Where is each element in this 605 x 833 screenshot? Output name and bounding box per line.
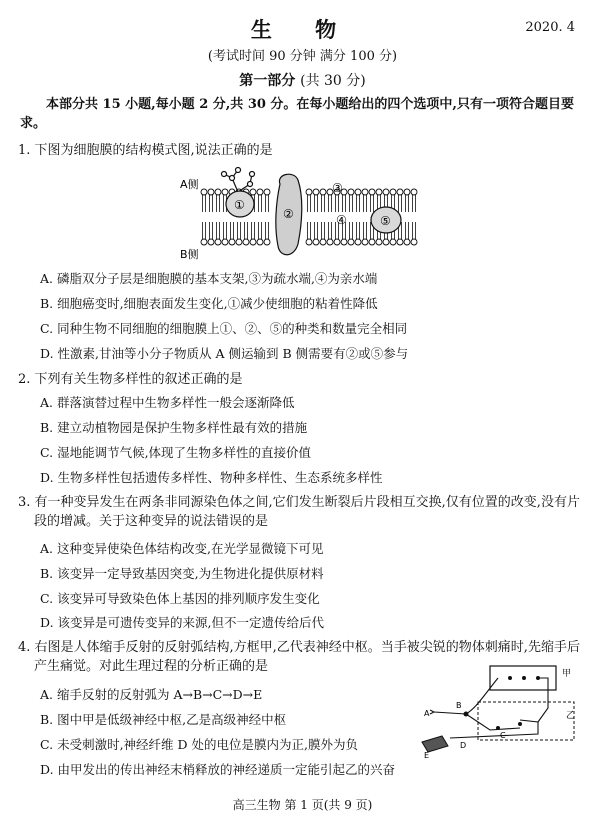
question-text	[18, 141, 590, 160]
option-3a[interactable]: A. 这种变异使染色体结构改变,在光学显微镜下可见	[40, 541, 324, 556]
section-count: (共 30 分)	[300, 73, 366, 89]
question-text	[18, 370, 590, 389]
label-2: ②	[283, 207, 294, 221]
label-1: ①	[234, 198, 245, 212]
label-d: D	[460, 741, 467, 750]
label-5: ⑤	[380, 214, 391, 228]
reflex-arc-figure	[420, 662, 582, 758]
option-3b[interactable]: B. 该变异一定导致基因突变,为生物进化提供原材料	[40, 566, 324, 581]
section-instructions: 本部分共 15 小题,每小题 2 分,共 30 分。在每小题给出的四个选项中,只有一项符合题目要求。	[20, 97, 574, 131]
glycoprotein-chain	[222, 168, 255, 193]
option-2a[interactable]: A. 群落演替过程中生物多样性一般会逐渐降低	[40, 395, 295, 410]
label-e: E	[424, 751, 430, 758]
label-b: B	[456, 701, 462, 710]
option-2c[interactable]: C. 湿地能调节气候,体现了生物多样性的直接价值	[40, 445, 312, 460]
page-footer: 高三生物 第 1 页(共 9 页)	[232, 798, 373, 812]
exam-subtitle: (考试时间 90 分钟 满分 100 分)	[207, 49, 398, 64]
option-1d[interactable]: D. 性激素,甘油等小分子物质从 A 侧运输到 B 侧需要有②或⑤参与	[40, 346, 409, 361]
label-4: ④	[336, 213, 347, 227]
question-stem: 下列有关生物多样性的叙述正确的是	[34, 372, 243, 387]
option-4c[interactable]: C. 未受刺激时,神经纤维 D 处的电位是膜内为正,膜外为负	[40, 737, 358, 752]
section-title-text: 第一部分	[239, 73, 296, 89]
section-title	[0, 70, 605, 90]
option-3c[interactable]: C. 该变异可导致染色体上基因的排列顺序发生变化	[40, 591, 320, 606]
exam-date: 2020. 4	[525, 20, 575, 35]
option-4d[interactable]: D. 由甲发出的传出神经末梢释放的神经递质一定能引起乙的兴奋	[40, 762, 396, 777]
question-3	[18, 493, 590, 531]
label-jia: 甲	[562, 669, 572, 679]
label-yi: 乙	[566, 711, 576, 721]
question-2	[18, 370, 590, 389]
question-stem: 右图是人体缩手反射的反射弧结构,方框甲,乙代表神经中枢。当手被尖锐的物体刺痛时,先缩手后产生痛觉。对此生理过程的分析正确的是	[34, 640, 580, 674]
option-4b[interactable]: B. 图中甲是低级神经中枢,乙是高级神经中枢	[40, 712, 287, 727]
option-2b[interactable]: B. 建立动植物园是保护生物多样性最有效的措施	[40, 420, 308, 435]
question-number: 3.	[18, 495, 31, 510]
option-1c[interactable]: C. 同种生物不同细胞的细胞膜上①、②、⑤的种类和数量完全相同	[40, 321, 408, 336]
option-2d[interactable]: D. 生物多样性包括遗传多样性、物种多样性、生态系统多样性	[40, 470, 383, 485]
question-number: 2.	[18, 372, 31, 387]
label-a: A	[424, 709, 430, 718]
page-title: 生 物	[250, 17, 355, 42]
label-3: ③	[332, 181, 343, 195]
question-number: 1.	[18, 143, 31, 158]
option-3d[interactable]: D. 该变异是可遗传变异的来源,但不一定遗传给后代	[40, 615, 324, 630]
effector-muscle	[422, 736, 448, 752]
question-stem: 下图为细胞膜的结构模式图,说法正确的是	[34, 143, 273, 158]
question-stem: 有一种变异发生在两条非同源染色体之间,它们发生断裂后片段相互交换,仅有位置的改变,没有片段的增减。关于这种变异的说法错误的是	[34, 495, 580, 529]
label-c: C	[500, 731, 506, 740]
option-4a[interactable]: A. 缩手反射的反射弧为 A→B→C→D→E	[40, 687, 263, 702]
side-a-label: A侧	[180, 178, 199, 191]
option-1b[interactable]: B. 细胞癌变时,细胞表面发生变化,①减少使细胞的粘着性降低	[40, 296, 378, 311]
question-1	[18, 141, 590, 160]
question-number: 4.	[18, 640, 31, 655]
side-b-label: B侧	[180, 248, 199, 261]
option-1a[interactable]: A. 磷脂双分子层是细胞膜的基本支架,③为疏水端,④为亲水端	[40, 271, 378, 286]
cell-membrane-figure	[180, 164, 425, 264]
question-text	[18, 493, 590, 531]
